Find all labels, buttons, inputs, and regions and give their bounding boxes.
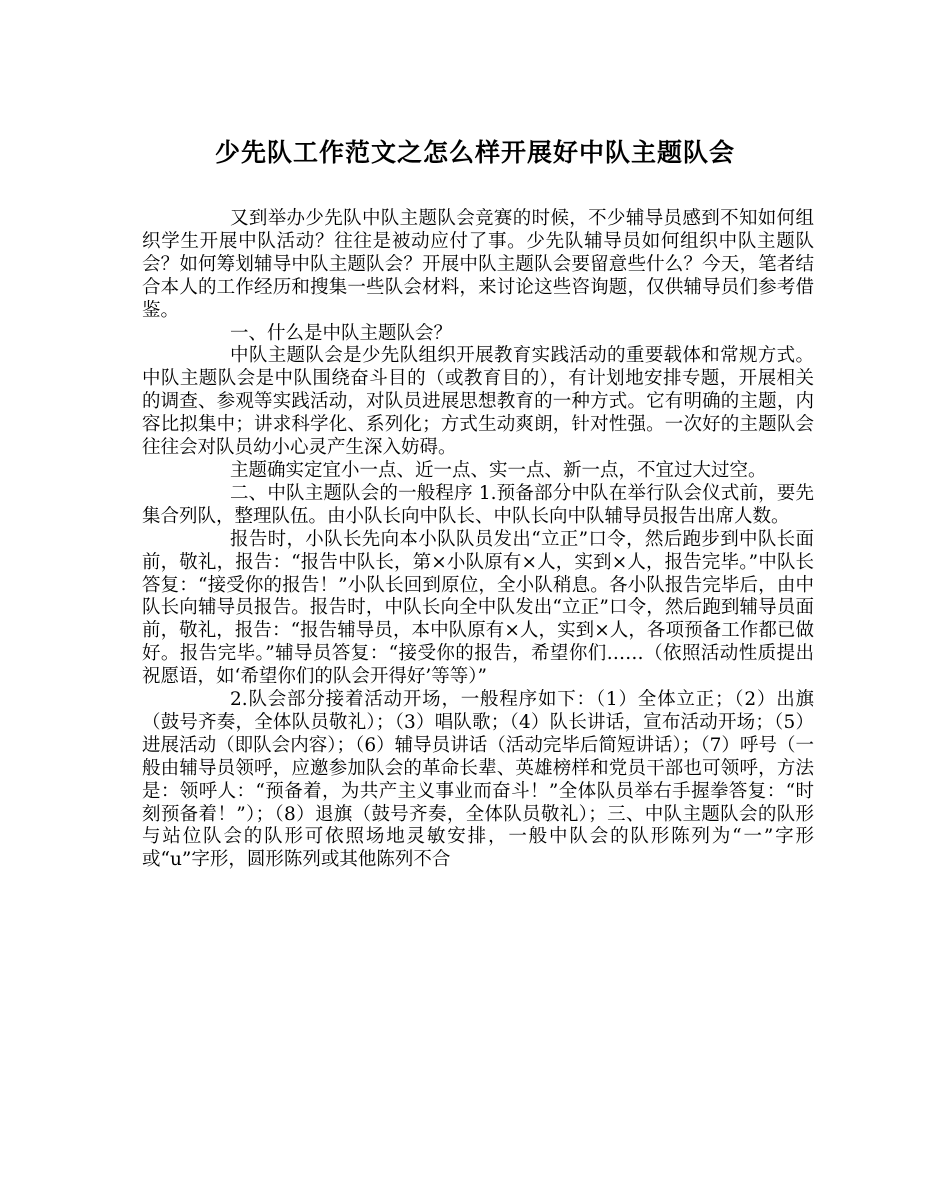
paragraph-theme: 主题确实定宜小一点、近一点、实一点、新一点，不宜过大过空。 bbox=[230, 459, 767, 481]
document-title: 少先队工作范文之怎么样开展好中队主题队会 bbox=[214, 138, 735, 167]
section-heading-1: 一、什么是中队主题队会？ bbox=[230, 322, 453, 344]
paragraph-procedure: 二、中队主题队会的一般程序 1.预备部分中队在举行队会仪式前，要先集合列队，整理队伍。由小队长向中队长、中队长向中队辅导员报告出席人数。 bbox=[142, 482, 814, 527]
paragraph-definition: 中队主题队会是少先队组织开展教育实践活动的重要载体和常规方式。中队主题队会是中队围绕奋斗目的（或教育目的），有计划地安排专题，开展相关的调查、参观等实践活动，对队员进展思想教育的一种方式。它有明确的主题，内容比拟集中；讲求科学化、系列化；方式生动爽朗，针对性强。一次好的主题队会往往会对队员幼小心灵产生深入妨碍。 bbox=[142, 345, 814, 459]
paragraph-report: 报告时，小队长先向本小队队员发出“立正”口令，然后跑步到中队长面前，敬礼，报告：“报告中队长，第×小队原有×人，实到×人，报告完毕。”中队长答复：“接受你的报告！”小队长回到原位，全小队稍息。各小队报告完毕后，由中队长向辅导员报告。报告时，中队长向全中队发出“立正”口令，然后跑到辅导员面前，敬礼，报告：“报告辅导员，本中队原有×人，实到×人，各项预备工作都已做好。报告完毕。”辅导员答复：“接受你的报告，希望你们……（依照活动性质提出祝愿语，如‘希望你们的队会开得好’等等）” bbox=[142, 528, 814, 688]
document-body bbox=[142, 208, 814, 872]
paragraph-meeting: 2.队会部分接着活动开场，一般程序如下：（1）全体立正；（2）出旗（鼓号齐奏，全体队员敬礼）；（3）唱队歌；（4）队长讲话，宣布活动开场；（5）进展活动（即队会内容）；（6）辅导员讲话（活动完毕后简短讲话）；（7）呼号（一般由辅导员领呼，应邀参加队会的革命长辈、英雄榜样和党员干部也可领呼，方法是：领呼人：“预备着，为共产主义事业而奋斗！”全体队员举右手握拳答复：“时刻预备着！”）；（8）退旗（鼓号齐奏，全体队员敬礼）；三、中队主题队会的队形与站位队会的队形可依照场地灵敏安排，一般中队会的队形陈列为“一”字形或“u”字形，圆形陈列或其他陈列不合 bbox=[142, 689, 814, 871]
paragraph-intro: 又到举办少先队中队主题队会竞赛的时候，不少辅导员感到不知如何组织学生开展中队活动？往往是被动应付了事。少先队辅导员如何组织中队主题队会？如何筹划辅导中队主题队会？开展中队主题队会要留意些什么？今天，笔者结合本人的工作经历和搜集一些队会材料，来讨论这些咨询题，仅供辅导员们参考借鉴。 bbox=[142, 208, 814, 321]
